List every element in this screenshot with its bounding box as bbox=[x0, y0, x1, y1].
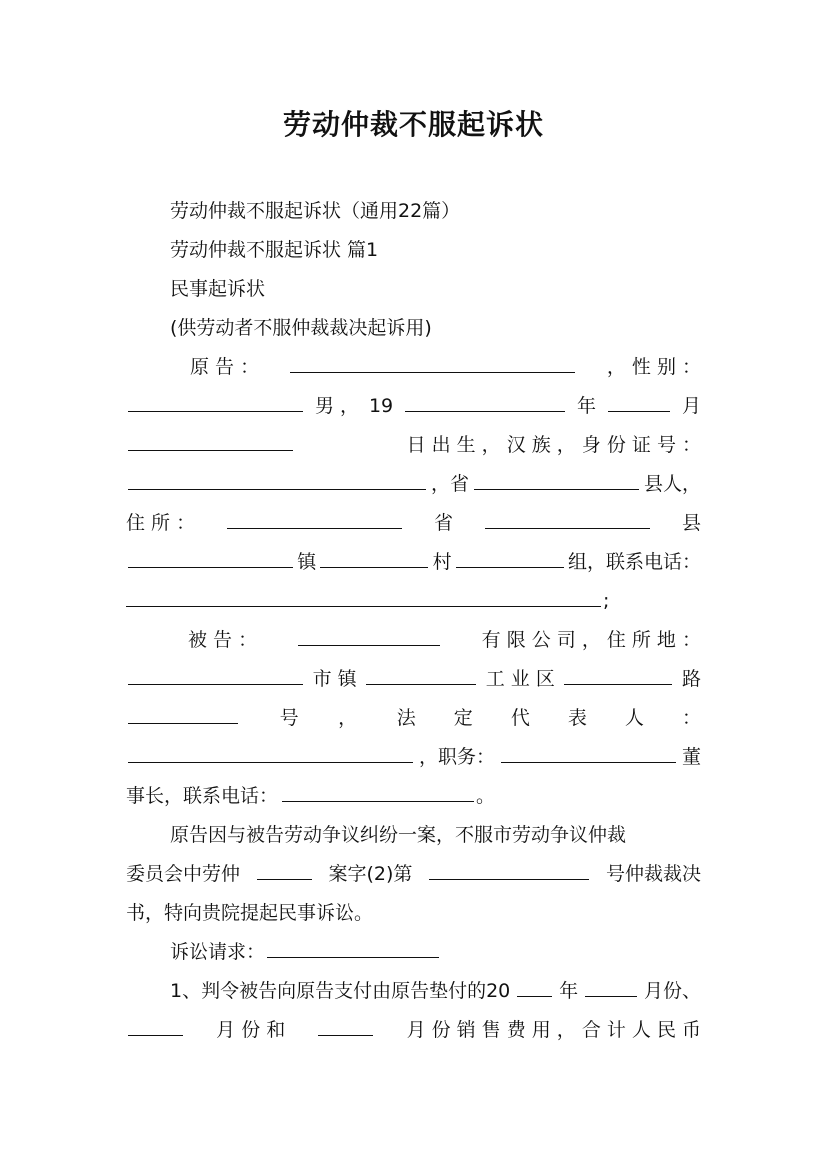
claims-line bbox=[170, 938, 701, 966]
plaintiff-line-2 bbox=[126, 392, 701, 420]
village-text: 村 bbox=[432, 551, 452, 573]
sales-cost-text: 月 份 销 售 费 用 ， 合 计 人 民 币 bbox=[406, 1019, 701, 1041]
address-province-text: 省 bbox=[434, 512, 454, 534]
claim-month-2-blank bbox=[128, 1017, 183, 1036]
address-label: 住 所 ： bbox=[126, 512, 196, 534]
post-blank bbox=[501, 744, 676, 763]
number-text: 号 bbox=[279, 707, 299, 729]
village-blank bbox=[456, 549, 564, 568]
year-prefix: 19 bbox=[368, 395, 394, 417]
comma-text: ， bbox=[338, 707, 358, 729]
body-line-2 bbox=[126, 860, 701, 888]
defendant-line-4 bbox=[126, 743, 701, 771]
company-address-text: 有 限 公 司 ， 住 所 地 ： bbox=[481, 629, 701, 651]
birth-year-blank bbox=[405, 393, 565, 412]
chapter-line: 劳动仲裁不服起诉状 篇1 bbox=[170, 239, 379, 261]
defendant-phone-blank bbox=[282, 783, 474, 802]
town-name-blank bbox=[366, 666, 476, 685]
post-label: ，职务： bbox=[418, 746, 495, 768]
birth-day-blank bbox=[128, 432, 293, 451]
plaintiff-line-4 bbox=[126, 470, 701, 498]
town-text: 镇 bbox=[297, 551, 317, 573]
id-number-blank bbox=[128, 471, 426, 490]
address-county-text: 县 bbox=[681, 512, 701, 534]
county-blank bbox=[128, 549, 293, 568]
usage-note-line: (供劳动者不服仲裁裁决起诉用) bbox=[170, 317, 432, 339]
hometown-province-blank bbox=[474, 471, 639, 490]
claim-1-line-2 bbox=[126, 1016, 701, 1044]
subtitle-line: 劳动仲裁不服起诉状（通用22篇） bbox=[170, 200, 461, 222]
claim-year-text: 年 bbox=[559, 980, 579, 1002]
month-text: 月 bbox=[681, 395, 701, 417]
gender-blank bbox=[128, 393, 303, 412]
claim-month-text: 月份、 bbox=[643, 980, 701, 1002]
plaintiff-line-5 bbox=[126, 509, 701, 537]
claims-label: 诉讼请求： bbox=[170, 941, 266, 963]
male-text: 男 ， bbox=[314, 395, 359, 417]
plaintiff-label: 原 告 ： bbox=[190, 356, 260, 378]
plaintiff-line-1 bbox=[190, 353, 701, 381]
plaintiff-line-3 bbox=[126, 431, 701, 459]
award-text: 号仲裁裁决 bbox=[605, 863, 701, 885]
document-title: 劳动仲裁不服起诉状 bbox=[282, 108, 544, 141]
doc-type-line: 民事起诉状 bbox=[170, 278, 266, 300]
address-blank bbox=[227, 510, 402, 529]
defendant-address-blank bbox=[128, 666, 303, 685]
group-phone-text: 组，联系电话： bbox=[567, 551, 701, 573]
defendant-line-1 bbox=[188, 626, 701, 654]
province-text: ，省 bbox=[430, 473, 469, 495]
gender-label: ， 性 别 ： bbox=[606, 356, 701, 378]
case-word-text: 案字(2)第 bbox=[328, 863, 413, 885]
defendant-label: 被 告 ： bbox=[188, 629, 258, 651]
year-text: 年 bbox=[577, 395, 597, 417]
defendant-name-blank bbox=[298, 627, 440, 646]
claim-1-line-1 bbox=[170, 977, 701, 1005]
body-line-1: 原告因与被告劳动争议纠纷一案，不服市劳动争议仲裁 bbox=[170, 824, 627, 846]
born-id-text: 日 出 生 ， 汉 族 ， 身 份 证 号 ： bbox=[406, 434, 701, 456]
chairman-phone-label: 事长，联系电话： bbox=[126, 785, 279, 807]
defendant-line-3 bbox=[126, 704, 701, 732]
road-text: 路 bbox=[681, 668, 701, 690]
case-prefix-blank bbox=[257, 861, 312, 880]
plaintiff-line-6 bbox=[126, 548, 701, 576]
zone-blank bbox=[564, 666, 672, 685]
months-and-text: 月 份 和 bbox=[216, 1019, 286, 1041]
legal-rep-label: 法 定 代 表 人 ： bbox=[396, 707, 701, 729]
defendant-line-5 bbox=[126, 782, 701, 810]
chair-text: 董 bbox=[681, 746, 701, 768]
plaintiff-line-7 bbox=[126, 587, 701, 615]
committee-text: 委员会中劳仲 bbox=[126, 863, 241, 885]
industrial-zone-text: 工 业 区 bbox=[485, 668, 555, 690]
case-number-blank bbox=[429, 861, 589, 880]
legal-rep-blank bbox=[128, 744, 413, 763]
period-text: 。 bbox=[476, 785, 496, 807]
birth-month-blank bbox=[608, 393, 670, 412]
claim-month-1-blank bbox=[585, 978, 637, 997]
plaintiff-name-blank bbox=[290, 354, 575, 373]
claims-blank bbox=[267, 939, 439, 958]
city-town-text: 市 镇 bbox=[312, 668, 357, 690]
county-person-text: 县人， bbox=[643, 473, 701, 495]
town-blank bbox=[320, 549, 428, 568]
address-province-blank bbox=[485, 510, 650, 529]
claim-month-3-blank bbox=[318, 1017, 373, 1036]
body-line-3: 书，特向贵院提起民事诉讼。 bbox=[126, 902, 374, 924]
plaintiff-phone-blank bbox=[126, 588, 601, 607]
road-number-blank bbox=[128, 705, 238, 724]
claim-1-text: 1、判令被告向原告支付由原告垫付的20 bbox=[170, 980, 511, 1002]
claim-year-blank bbox=[517, 978, 552, 997]
defendant-line-2 bbox=[126, 665, 701, 693]
semicolon: ; bbox=[603, 590, 610, 612]
